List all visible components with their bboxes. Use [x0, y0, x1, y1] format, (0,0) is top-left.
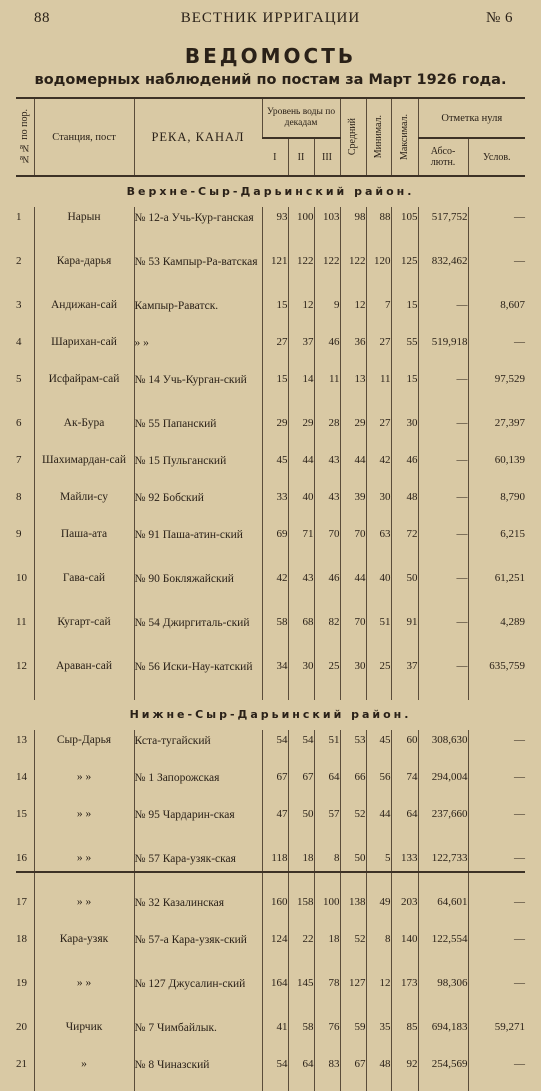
average-cell: 44 [340, 450, 366, 487]
decade3-cell: 25 [314, 656, 340, 700]
station-cell: Шарихан-сай [34, 332, 134, 369]
col-header-level-group: Уровень воды по декадам [262, 98, 340, 138]
decade3-cell: 83 [314, 1054, 340, 1091]
decade3-cell: 57 [314, 804, 340, 848]
decade3-cell: 8 [314, 848, 340, 892]
minimum-cell: 120 [366, 251, 391, 295]
table-row [16, 413, 525, 450]
decade2-cell: 40 [288, 487, 314, 524]
decade2-cell: 50 [288, 804, 314, 848]
row-number: 12 [16, 660, 27, 672]
river-cell: » » [134, 332, 262, 369]
minimum-cell: 8 [366, 929, 391, 973]
row-number: 13 [16, 734, 27, 746]
absolute-zero-cell: 254,569 [418, 1054, 468, 1091]
decade1-cell: 15 [262, 369, 288, 413]
conditional-zero-cell: 635,759 [468, 656, 525, 700]
conditional-zero-cell: 8,607 [468, 295, 525, 332]
conditional-zero-cell: — [468, 767, 525, 804]
average-cell: 67 [340, 1054, 366, 1091]
river-cell: № 1 Запорожская [134, 767, 262, 804]
absolute-zero-cell: 98,306 [418, 973, 468, 1017]
average-cell: 127 [340, 973, 366, 1017]
maximum-cell: 50 [391, 568, 418, 612]
average-cell: 13 [340, 369, 366, 413]
conditional-zero-cell: — [468, 332, 525, 369]
table-row [16, 973, 525, 1017]
table-row [16, 568, 525, 612]
decade1-cell: 33 [262, 487, 288, 524]
minimum-cell: 44 [366, 804, 391, 848]
river-cell: Кста-тугайский [134, 730, 262, 767]
absolute-zero-cell: — [418, 369, 468, 413]
conditional-zero-cell: 97,529 [468, 369, 525, 413]
conditional-zero-cell: — [468, 207, 525, 251]
conditional-zero-cell: 8,790 [468, 487, 525, 524]
decade2-cell: 18 [288, 848, 314, 892]
row-number: 10 [16, 572, 27, 584]
maximum-cell: 92 [391, 1054, 418, 1091]
river-cell: № 7 Чимбайлык. [134, 1017, 262, 1054]
decade3-cell: 82 [314, 612, 340, 656]
minimum-cell: 88 [366, 207, 391, 251]
river-cell: № 32 Казалинская [134, 892, 262, 929]
station-cell: » » [34, 767, 134, 804]
river-cell: № 90 Бокляжайский [134, 568, 262, 612]
average-cell: 36 [340, 332, 366, 369]
table-row [16, 1017, 525, 1054]
row-number: 18 [16, 933, 27, 945]
absolute-zero-cell: — [418, 450, 468, 487]
row-number: 19 [16, 977, 27, 989]
decade3-cell: 122 [314, 251, 340, 295]
river-cell: № 15 Пульганский [134, 450, 262, 487]
station-cell: Сыр-Дарья [34, 730, 134, 767]
station-cell: Ак-Бура [34, 413, 134, 450]
minimum-cell: 27 [366, 413, 391, 450]
minimum-cell: 49 [366, 892, 391, 929]
col-header-num: №№ по пор. [16, 98, 34, 176]
decade1-cell: 121 [262, 251, 288, 295]
minimum-cell: 25 [366, 656, 391, 700]
decade1-cell: 164 [262, 973, 288, 1017]
minimum-cell: 51 [366, 612, 391, 656]
absolute-zero-cell: 237,660 [418, 804, 468, 848]
station-cell: Чирчик [34, 1017, 134, 1054]
river-cell: № 53 Кампыр-Ра-ватская [134, 251, 262, 295]
decade3-cell: 103 [314, 207, 340, 251]
average-cell: 122 [340, 251, 366, 295]
maximum-cell: 125 [391, 251, 418, 295]
region-name: Верхне-Сыр-Дарьинский район. [126, 185, 415, 198]
decade3-cell: 11 [314, 369, 340, 413]
conditional-zero-cell: 4,289 [468, 612, 525, 656]
maximum-cell: 30 [391, 413, 418, 450]
average-cell: 29 [340, 413, 366, 450]
decade2-cell: 43 [288, 568, 314, 612]
conditional-zero-cell: — [468, 929, 525, 973]
decade3-cell: 43 [314, 487, 340, 524]
row-number: 20 [16, 1021, 27, 1033]
station-cell: Кара-дарья [34, 251, 134, 295]
conditional-zero-cell: — [468, 1054, 525, 1091]
station-cell: Нарын [34, 207, 134, 251]
station-cell: Исфайрам-сай [34, 369, 134, 413]
row-number: 2 [16, 255, 22, 267]
station-cell: » » [34, 973, 134, 1017]
station-cell: Кугарт-сай [34, 612, 134, 656]
maximum-cell: 91 [391, 612, 418, 656]
table-row [16, 1054, 525, 1091]
table-row [16, 332, 525, 369]
average-cell: 39 [340, 487, 366, 524]
minimum-cell: 56 [366, 767, 391, 804]
row-number: 11 [16, 616, 27, 628]
table-row [16, 251, 525, 295]
decade3-cell: 64 [314, 767, 340, 804]
decade2-cell: 122 [288, 251, 314, 295]
average-cell: 66 [340, 767, 366, 804]
river-cell: № 127 Джусалин-ский [134, 973, 262, 1017]
station-cell: Андижан-сай [34, 295, 134, 332]
table-row [16, 612, 525, 656]
absolute-zero-cell: 517,752 [418, 207, 468, 251]
maximum-cell: 64 [391, 804, 418, 848]
minimum-cell: 42 [366, 450, 391, 487]
table-row [16, 848, 525, 892]
row-number: 15 [16, 808, 27, 820]
river-cell: № 56 Иски-Нау-катский [134, 656, 262, 700]
absolute-zero-cell: 122,554 [418, 929, 468, 973]
row-number: 3 [16, 299, 22, 311]
row-number: 7 [16, 454, 22, 466]
minimum-cell: 48 [366, 1054, 391, 1091]
col-header-cond: Услов. [468, 138, 525, 176]
table-row [16, 450, 525, 487]
absolute-zero-cell: — [418, 295, 468, 332]
col-header-station: Станция, пост [34, 98, 134, 176]
document-title: ВЕДОМОСТЬ [184, 44, 357, 68]
table-row [16, 767, 525, 804]
station-cell: Шахимардан-сай [34, 450, 134, 487]
decade2-cell: 67 [288, 767, 314, 804]
river-cell: № 12-а Учь-Кур-ганская [134, 207, 262, 251]
average-cell: 59 [340, 1017, 366, 1054]
decade2-cell: 71 [288, 524, 314, 568]
absolute-zero-cell: — [418, 568, 468, 612]
decade1-cell: 27 [262, 332, 288, 369]
decade3-cell: 28 [314, 413, 340, 450]
decade3-cell: 78 [314, 973, 340, 1017]
decade1-cell: 29 [262, 413, 288, 450]
table-row [16, 207, 525, 251]
conditional-zero-cell: — [468, 973, 525, 1017]
absolute-zero-cell: — [418, 487, 468, 524]
absolute-zero-cell: 519,918 [418, 332, 468, 369]
minimum-cell: 5 [366, 848, 391, 892]
col-header-dec3: III [314, 138, 340, 176]
maximum-cell: 72 [391, 524, 418, 568]
col-header-dec2: II [288, 138, 314, 176]
col-header-zero-group: Отметка нуля [418, 98, 525, 138]
maximum-cell: 133 [391, 848, 418, 892]
maximum-cell: 105 [391, 207, 418, 251]
row-number: 6 [16, 417, 22, 429]
decade1-cell: 93 [262, 207, 288, 251]
table-bottom-rule [16, 871, 525, 873]
decade1-cell: 160 [262, 892, 288, 929]
row-number: 14 [16, 771, 27, 783]
table-row [16, 656, 525, 700]
conditional-zero-cell: 61,251 [468, 568, 525, 612]
average-cell: 138 [340, 892, 366, 929]
decade1-cell: 15 [262, 295, 288, 332]
station-cell: » » [34, 892, 134, 929]
maximum-cell: 55 [391, 332, 418, 369]
station-cell: » [34, 1054, 134, 1091]
row-number: 21 [16, 1058, 27, 1070]
average-cell: 70 [340, 524, 366, 568]
decade3-cell: 46 [314, 568, 340, 612]
average-cell: 53 [340, 730, 366, 767]
decade1-cell: 67 [262, 767, 288, 804]
maximum-cell: 203 [391, 892, 418, 929]
region-name: Нижне-Сыр-Дарьинский район. [129, 708, 412, 721]
table-row [16, 929, 525, 973]
average-cell: 44 [340, 568, 366, 612]
absolute-zero-cell: — [418, 612, 468, 656]
average-cell: 98 [340, 207, 366, 251]
maximum-cell: 85 [391, 1017, 418, 1054]
maximum-cell: 60 [391, 730, 418, 767]
conditional-zero-cell: — [468, 804, 525, 848]
absolute-zero-cell: 122,733 [418, 848, 468, 892]
minimum-cell: 63 [366, 524, 391, 568]
minimum-cell: 30 [366, 487, 391, 524]
decade2-cell: 37 [288, 332, 314, 369]
absolute-zero-cell: 308,630 [418, 730, 468, 767]
decade1-cell: 54 [262, 1054, 288, 1091]
river-cell: Кампыр-Раватск. [134, 295, 262, 332]
conditional-zero-cell: 59,271 [468, 1017, 525, 1054]
maximum-cell: 15 [391, 295, 418, 332]
river-cell: № 95 Чардарин-ская [134, 804, 262, 848]
conditional-zero-cell: — [468, 892, 525, 929]
decade1-cell: 58 [262, 612, 288, 656]
maximum-cell: 140 [391, 929, 418, 973]
minimum-cell: 40 [366, 568, 391, 612]
station-cell: » » [34, 804, 134, 848]
col-header-abs: Абсо-лютн. [418, 138, 468, 176]
region-row [16, 176, 525, 207]
station-cell: Гава-сай [34, 568, 134, 612]
decade2-cell: 158 [288, 892, 314, 929]
col-header-max: Максимал. [391, 98, 418, 176]
issue-number: № 6 [485, 10, 513, 26]
col-header-min: Минимал. [366, 98, 391, 176]
absolute-zero-cell: 294,004 [418, 767, 468, 804]
maximum-cell: 48 [391, 487, 418, 524]
minimum-cell: 11 [366, 369, 391, 413]
row-number: 9 [16, 528, 22, 540]
document-subtitle: водомерных наблюдений по постам за Март 1926 года. [34, 72, 507, 88]
row-number: 4 [16, 336, 22, 348]
decade1-cell: 118 [262, 848, 288, 892]
table-row [16, 369, 525, 413]
station-cell: Кара-узяк [34, 929, 134, 973]
conditional-zero-cell: 27,397 [468, 413, 525, 450]
average-cell: 30 [340, 656, 366, 700]
river-cell: № 54 Джиргиталь-ский [134, 612, 262, 656]
decade1-cell: 41 [262, 1017, 288, 1054]
decade2-cell: 44 [288, 450, 314, 487]
maximum-cell: 173 [391, 973, 418, 1017]
maximum-cell: 46 [391, 450, 418, 487]
average-cell: 52 [340, 929, 366, 973]
minimum-cell: 35 [366, 1017, 391, 1054]
absolute-zero-cell: 64,601 [418, 892, 468, 929]
decade3-cell: 46 [314, 332, 340, 369]
decade2-cell: 58 [288, 1017, 314, 1054]
decade2-cell: 64 [288, 1054, 314, 1091]
table-row [16, 730, 525, 767]
decade2-cell: 22 [288, 929, 314, 973]
observations-table [16, 97, 525, 1091]
decade3-cell: 100 [314, 892, 340, 929]
average-cell: 50 [340, 848, 366, 892]
table-body [16, 176, 525, 1091]
station-cell: Араван-сай [34, 656, 134, 700]
row-number: 17 [16, 896, 27, 908]
maximum-cell: 15 [391, 369, 418, 413]
absolute-zero-cell: — [418, 524, 468, 568]
table-row [16, 524, 525, 568]
decade2-cell: 14 [288, 369, 314, 413]
minimum-cell: 45 [366, 730, 391, 767]
decade1-cell: 47 [262, 804, 288, 848]
absolute-zero-cell: 832,462 [418, 251, 468, 295]
col-header-river: РЕКА, КАНАЛ [134, 98, 262, 176]
row-number: 5 [16, 373, 22, 385]
decade3-cell: 76 [314, 1017, 340, 1054]
decade3-cell: 70 [314, 524, 340, 568]
absolute-zero-cell: — [418, 656, 468, 700]
row-number: 1 [16, 211, 22, 223]
average-cell: 70 [340, 612, 366, 656]
minimum-cell: 12 [366, 973, 391, 1017]
decade1-cell: 69 [262, 524, 288, 568]
station-cell: » » [34, 848, 134, 892]
table-row [16, 804, 525, 848]
decade1-cell: 124 [262, 929, 288, 973]
table-row [16, 892, 525, 929]
river-cell: № 8 Чиназский [134, 1054, 262, 1091]
decade2-cell: 12 [288, 295, 314, 332]
decade2-cell: 29 [288, 413, 314, 450]
river-cell: № 57 Кара-узяк-ская [134, 848, 262, 892]
running-header [0, 10, 541, 32]
row-number: 16 [16, 852, 27, 864]
decade2-cell: 100 [288, 207, 314, 251]
col-header-avg: Средний [340, 98, 366, 176]
river-cell: № 55 Папанский [134, 413, 262, 450]
decade2-cell: 30 [288, 656, 314, 700]
conditional-zero-cell: — [468, 730, 525, 767]
minimum-cell: 27 [366, 332, 391, 369]
decade2-cell: 54 [288, 730, 314, 767]
average-cell: 12 [340, 295, 366, 332]
decade2-cell: 145 [288, 973, 314, 1017]
maximum-cell: 74 [391, 767, 418, 804]
decade3-cell: 18 [314, 929, 340, 973]
decade1-cell: 45 [262, 450, 288, 487]
conditional-zero-cell: — [468, 251, 525, 295]
table-row [16, 295, 525, 332]
average-cell: 52 [340, 804, 366, 848]
decade1-cell: 54 [262, 730, 288, 767]
minimum-cell: 7 [366, 295, 391, 332]
maximum-cell: 37 [391, 656, 418, 700]
decade3-cell: 51 [314, 730, 340, 767]
table-row [16, 487, 525, 524]
col-header-dec1: I [262, 138, 288, 176]
region-row [16, 700, 525, 730]
station-cell: Майли-су [34, 487, 134, 524]
river-cell: № 14 Учь-Курган-ский [134, 369, 262, 413]
station-cell: Паша-ата [34, 524, 134, 568]
river-cell: № 91 Паша-атин-ский [134, 524, 262, 568]
absolute-zero-cell: — [418, 413, 468, 450]
decade1-cell: 42 [262, 568, 288, 612]
conditional-zero-cell: 60,139 [468, 450, 525, 487]
conditional-zero-cell: — [468, 848, 525, 892]
decade3-cell: 43 [314, 450, 340, 487]
decade2-cell: 68 [288, 612, 314, 656]
river-cell: № 57-а Кара-узяк-ский [134, 929, 262, 973]
page-number: 88 [34, 10, 50, 26]
journal-title: ВЕСТНИК ИРРИГАЦИИ [180, 10, 361, 26]
river-cell: № 92 Бобский [134, 487, 262, 524]
decade3-cell: 9 [314, 295, 340, 332]
decade1-cell: 34 [262, 656, 288, 700]
conditional-zero-cell: 6,215 [468, 524, 525, 568]
absolute-zero-cell: 694,183 [418, 1017, 468, 1054]
row-number: 8 [16, 491, 22, 503]
